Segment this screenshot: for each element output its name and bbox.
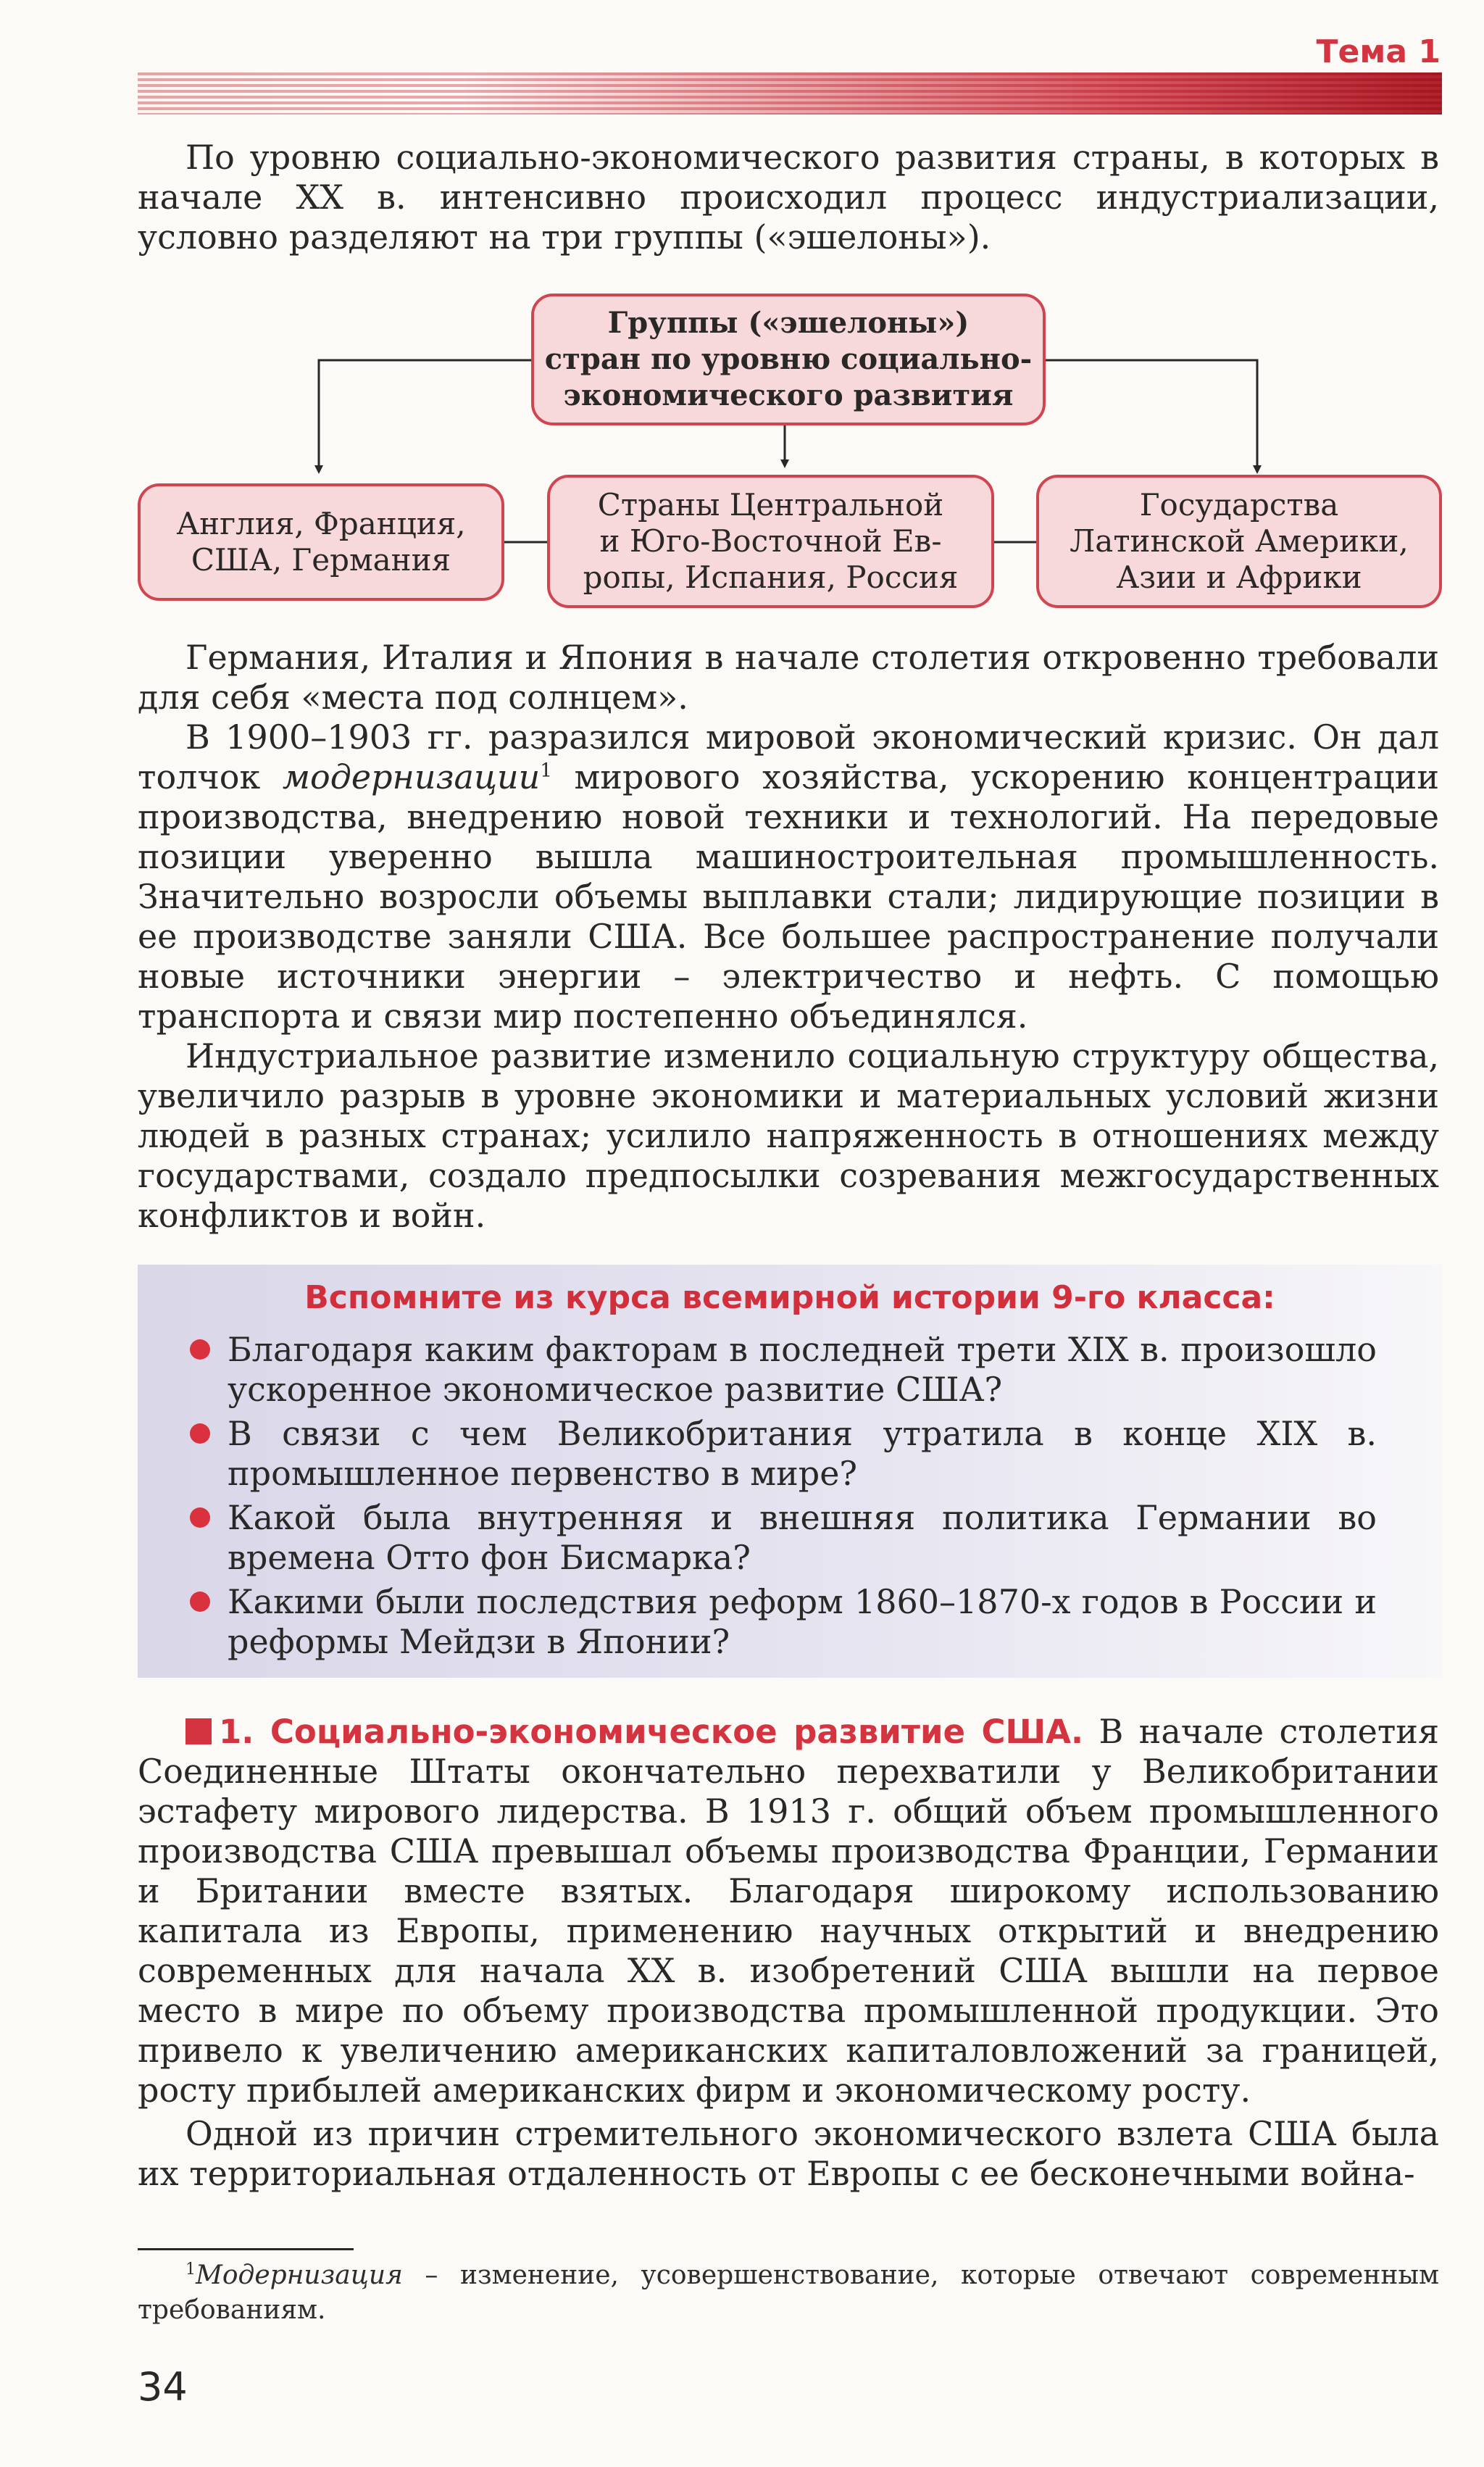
recall-question-text: Какими были последствия реформ 1860–1870-х годов в России и реформы Мейдзи в Японии?	[228, 1582, 1377, 1661]
footnote-text: – изменение, усовершенствование, которые отвечают современным требованиям.	[138, 2260, 1439, 2325]
diagram-node-groups-label: Группы («эшелоны») стран по уровню социально- экономического развития	[544, 306, 1033, 412]
arrow-to-left-node	[319, 360, 531, 470]
page-number: 34	[138, 2364, 188, 2410]
footnote-number: 1	[186, 2260, 196, 2279]
footnote	[138, 2258, 1439, 2328]
recall-question-text: В связи с чем Великобритания утратила в конце XIX в. промышленное первенство в мире?	[228, 1414, 1377, 1493]
diagram-node-second-echelon-label: Страны Центральной и Юго-Восточной Ев- ропы, Испания, Россия	[583, 487, 959, 595]
intro-paragraph: По уровню социально-экономического развития страны, в которых в начале XX в. интенсивно происходил процесс индустриализации, условно разделяют на три группы («эшелоны»).	[138, 138, 1439, 257]
recall-box	[138, 1265, 1442, 1678]
diagram-node-third-echelon	[1036, 475, 1442, 608]
section-usa-paragraph	[138, 1712, 1439, 2110]
section-title: 1. Социально-экономическое развитие США.	[219, 1713, 1084, 1751]
header-bar	[138, 72, 1442, 115]
diagram-node-third-echelon-label: Государства Латинской Америки, Азии и Африки	[1070, 487, 1409, 595]
footnote-term: Модернизация	[196, 2260, 403, 2290]
diagram-node-groups	[531, 294, 1046, 425]
section-marker-icon	[186, 1718, 212, 1744]
paragraph-industrial-development: Индустриальное развитие изменило социальную структуру общества, увеличило разрыв в уровне экономики и материальных условий жизни людей в разных странах; усилило напряженность в отношениях между государствами, создало предпосылки созревания межгосударственных конфликтов и войн.	[138, 1036, 1439, 1235]
diagram-node-first-echelon-label: Англия, Франция, США, Германия	[176, 506, 466, 578]
paragraph-crisis-start: В 1900–1903 гг. разразился мировой экономический кризис. Он дал толчок	[138, 717, 1439, 796]
bullet-icon	[190, 1339, 210, 1360]
paragraph-crisis-end: мирового хозяйства, ускорению концентрации производства, внедрению новой техники и технологий. На передовые позиции уверенно вышла машиностроительная промышленность. Значительно возросли объемы выплавки стали; лидирующие позиции в ее производстве заняли США. Все большее распространение получали новые источники энергии – электричество и нефть. С помощью транспорта и связи мир постепенно объединялся.	[138, 757, 1440, 1036]
recall-title: Вспомните из курса всемирной истории 9-го класса:	[304, 1279, 1275, 1316]
bullet-icon	[190, 1423, 210, 1444]
recall-question	[138, 1498, 1442, 1578]
section-usa-text: В начале столетия Соединенные Штаты окончательно перехватили у Великобритании эстафету мирового лидерства. В 1913 г. общий объем промышленного производства США превышал объемы производства Франции, Германии и Британии вместе взятых. Благодаря широкому использованию капитала из Европы, применению научных открытий и внедрению современных для начала XX в. изобретений США вышли на первое место в мире по объему производства промышленной продукции. Это привело к увеличению американских капиталовложений за границей, росту прибылей американских фирм и экономическому росту.	[138, 1712, 1439, 2110]
paragraph-place-in-sun: Германия, Италия и Япония в начале столетия откровенно требовали для себя «места под солнцем».	[138, 638, 1439, 717]
term-modernization: модернизации	[282, 757, 541, 796]
recall-question-list	[138, 1330, 1442, 1666]
footnote-divider	[138, 2248, 354, 2250]
recall-question	[138, 1330, 1442, 1410]
diagram-node-second-echelon	[547, 475, 994, 608]
recall-question	[138, 1582, 1442, 1662]
bullet-icon	[190, 1507, 210, 1528]
topic-label: Тема 1	[1316, 33, 1441, 70]
paragraph-usa-reasons: Одной из причин стремительного экономического взлета США была их территориальная отдаленность от Европы с ее бесконечными война-	[138, 2114, 1439, 2193]
recall-question-text: Какой была внутренняя и внешняя политика Германии во времена Отто фон Бисмарка?	[228, 1498, 1377, 1577]
recall-question	[138, 1414, 1442, 1494]
footnote-marker: 1	[540, 760, 552, 782]
paragraph-crisis	[138, 717, 1439, 1036]
recall-question-text: Благодаря каким факторам в последней трети XIX в. произошло ускоренное экономическое развитие США?	[228, 1330, 1377, 1409]
bullet-icon	[190, 1592, 210, 1612]
arrow-to-right-node	[1043, 360, 1257, 470]
diagram-node-first-echelon	[138, 483, 504, 601]
